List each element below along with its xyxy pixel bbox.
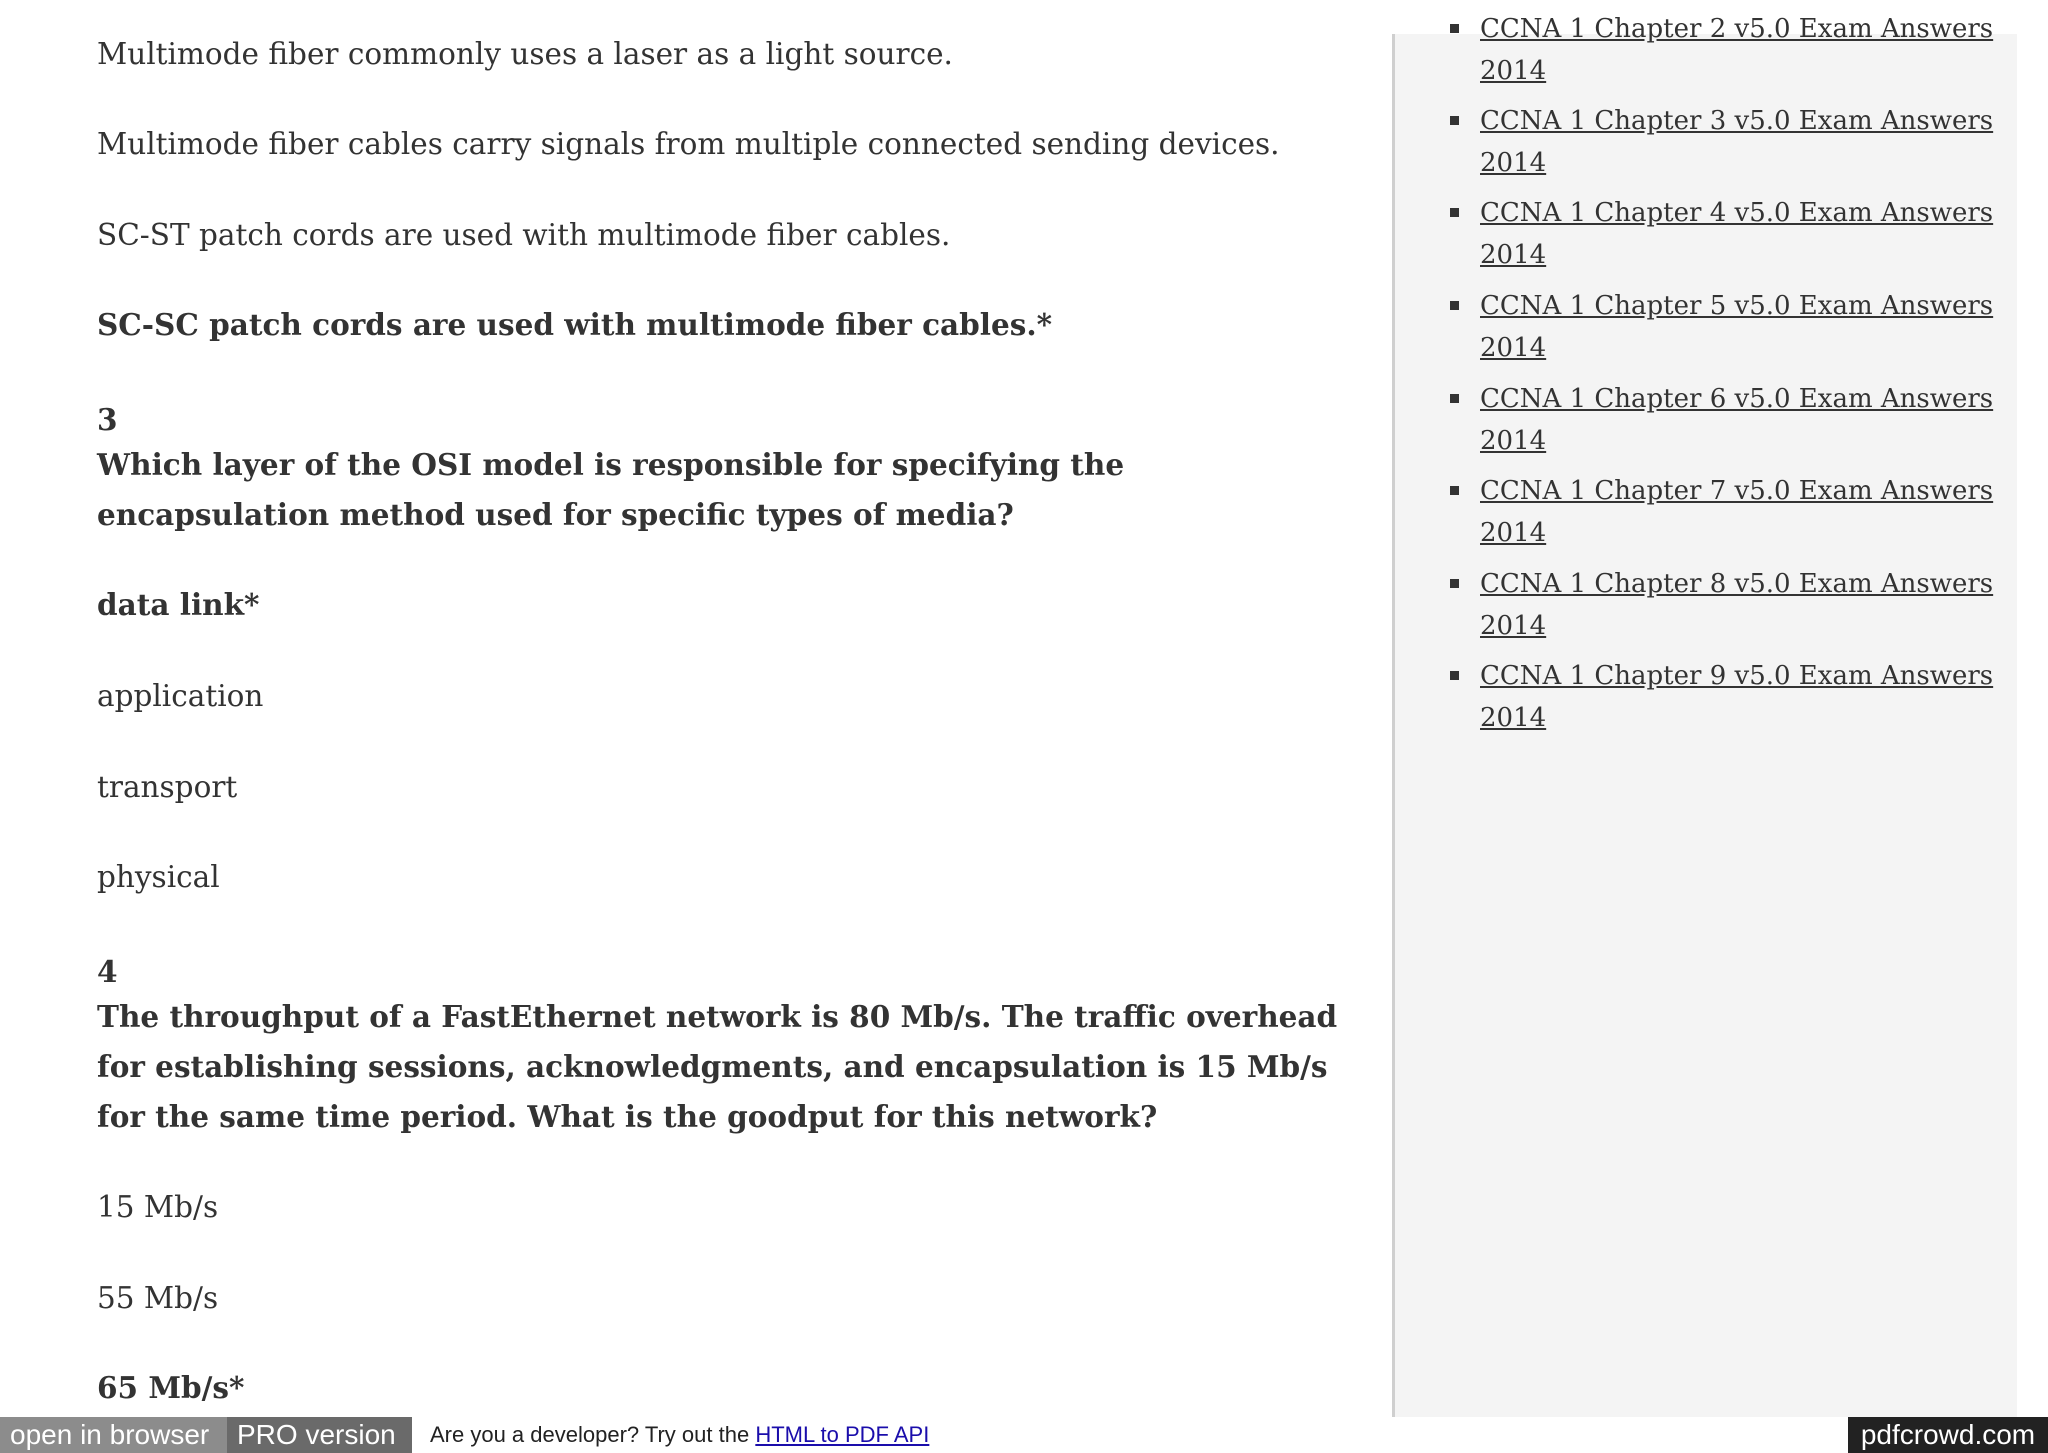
answer-option: transport (97, 770, 238, 804)
sidebar-link-chapter-5[interactable]: CCNA 1 Chapter 5 v5.0 Exam Answers 2014 (1480, 291, 1994, 363)
bullet-icon (1450, 486, 1459, 495)
html-to-pdf-api-link[interactable]: HTML to PDF API (755, 1422, 930, 1447)
answer-option: physical (97, 860, 220, 894)
answer-option: Multimode fiber commonly uses a laser as a light source. (97, 37, 953, 71)
answer-option: 15 Mb/s (97, 1190, 219, 1224)
sidebar-link-chapter-8[interactable]: CCNA 1 Chapter 8 v5.0 Exam Answers 2014 (1480, 569, 1994, 641)
question-text: Which layer of the OSI model is responsible for specifying the encapsulation method used for specific types of media? (97, 447, 1125, 532)
question-number: 4 (97, 954, 118, 989)
pdfcrowd-brand-link[interactable]: pdfcrowd.com (1848, 1417, 2048, 1453)
bullet-icon (1450, 301, 1459, 310)
bullet-icon (1450, 394, 1459, 403)
pro-version-button[interactable]: PRO version (227, 1417, 412, 1453)
open-in-browser-button[interactable]: open in browser (0, 1417, 227, 1453)
correct-answer: data link* (97, 587, 260, 622)
answer-option: SC-ST patch cords are used with multimode fiber cables. (97, 218, 951, 252)
sidebar (1392, 14, 2017, 1417)
bullet-icon (1450, 579, 1459, 588)
question-text: The throughput of a FastEthernet network is 80 Mb/s. The traffic overhead for establishing sessions, acknowledgments, and encapsulation is 15 Mb/s for the same time period. What is the goodput for this network? (97, 999, 1338, 1134)
answer-option: Multimode fiber cables carry signals from multiple connected sending devices. (97, 127, 1280, 161)
sidebar-link-chapter-7[interactable]: CCNA 1 Chapter 7 v5.0 Exam Answers 2014 (1480, 476, 1994, 548)
bullet-icon (1450, 671, 1459, 680)
developer-prompt-text: Are you a developer? Try out the (430, 1422, 750, 1447)
sidebar-link-chapter-4[interactable]: CCNA 1 Chapter 4 v5.0 Exam Answers 2014 (1480, 198, 1994, 270)
correct-answer: 65 Mb/s* (97, 1370, 245, 1405)
developer-prompt (430, 1417, 929, 1453)
bullet-icon (1450, 208, 1459, 217)
answer-option: application (97, 679, 264, 713)
bullet-icon (1450, 24, 1459, 33)
sidebar-link-chapter-2[interactable]: CCNA 1 Chapter 2 v5.0 Exam Answers 2014 (1480, 14, 1994, 86)
sidebar-link-chapter-6[interactable]: CCNA 1 Chapter 6 v5.0 Exam Answers 2014 (1480, 384, 1994, 456)
question-number: 3 (97, 402, 118, 437)
bullet-icon (1450, 116, 1459, 125)
pdfcrowd-footer-bar (0, 1417, 2048, 1453)
sidebar-link-chapter-3[interactable]: CCNA 1 Chapter 3 v5.0 Exam Answers 2014 (1480, 106, 1994, 178)
answer-option: 55 Mb/s (97, 1281, 219, 1315)
correct-answer: SC-SC patch cords are used with multimode fiber cables.* (97, 307, 1053, 342)
sidebar-link-chapter-9[interactable]: CCNA 1 Chapter 9 v5.0 Exam Answers 2014 (1480, 661, 1994, 733)
